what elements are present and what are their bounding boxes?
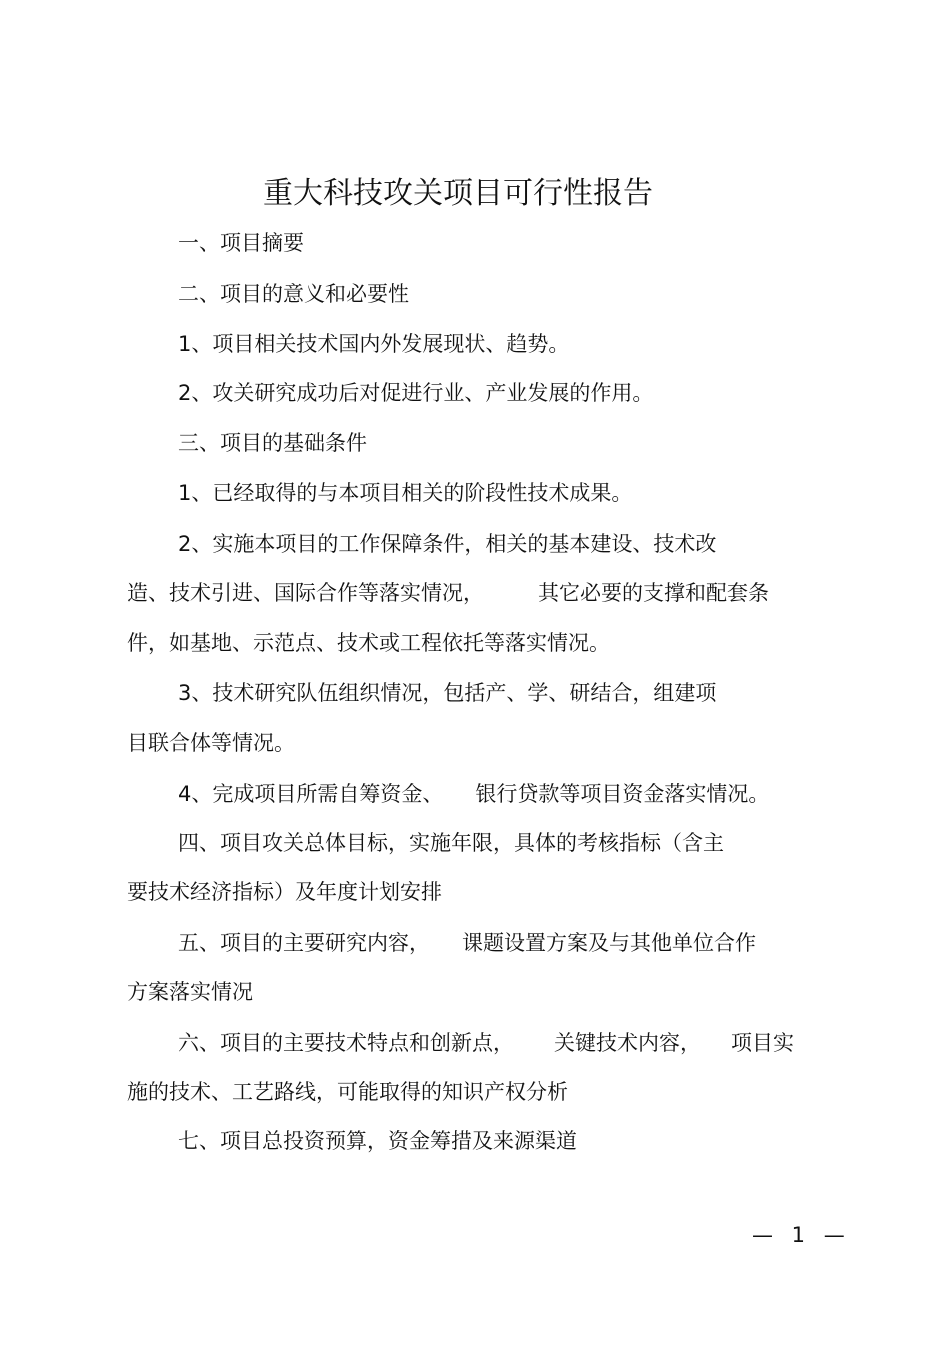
section-heading-summary: 一、项目摘要 — [178, 231, 304, 255]
paragraph-line: 件，如基地、示范点、技术或工程依托等落实情况。 — [127, 631, 610, 655]
section-heading-budget: 七、项目总投资预算，资金筹措及来源渠道 — [178, 1129, 577, 1153]
text-segment: 4、完成项目所需自筹资金、 — [178, 782, 444, 806]
paragraph-line: 目联合体等情况。 — [127, 731, 295, 755]
text-segment: 银行贷款等项目资金落实情况。 — [475, 782, 770, 806]
list-item: 3、技术研究队伍组织情况，包括产、学、研结合，组建项 — [178, 681, 717, 705]
section-heading-technical-features — [178, 1028, 794, 1058]
paragraph-line: 施的技术、工艺路线，可能取得的知识产权分析 — [127, 1080, 568, 1104]
list-item — [178, 779, 769, 809]
page-number: — 1 — — [752, 1223, 851, 1247]
paragraph-line — [127, 578, 769, 608]
list-item: 2、实施本项目的工作保障条件，相关的基本建设、技术改 — [178, 532, 717, 556]
text-segment: 造、技术引进、国际合作等落实情况， — [127, 581, 484, 605]
text-segment: 项目实 — [731, 1031, 794, 1055]
text-segment: 关键技术内容， — [554, 1031, 701, 1055]
text-segment: 课题设置方案及与其他单位合作 — [462, 931, 756, 955]
text-segment: 五、项目的主要研究内容， — [178, 931, 430, 955]
section-heading-basic-conditions: 三、项目的基础条件 — [178, 431, 367, 455]
paragraph-line: 要技术经济指标）及年度计划安排 — [127, 880, 442, 904]
list-item: 2、攻关研究成功后对促进行业、产业发展的作用。 — [178, 381, 654, 405]
list-item: 1、项目相关技术国内外发展现状、趋势。 — [178, 332, 570, 356]
paragraph-line: 方案落实情况 — [127, 980, 253, 1004]
section-heading-significance: 二、项目的意义和必要性 — [178, 282, 409, 306]
document-title: 重大科技攻关项目可行性报告 — [263, 176, 653, 211]
text-segment: 六、项目的主要技术特点和创新点， — [178, 1031, 514, 1055]
section-heading-research-content — [178, 928, 756, 958]
text-segment: 其它必要的支撑和配套条 — [538, 581, 769, 605]
section-heading-goals: 四、项目攻关总体目标，实施年限，具体的考核指标（含主 — [178, 831, 724, 855]
list-item: 1、已经取得的与本项目相关的阶段性技术成果。 — [178, 481, 633, 505]
